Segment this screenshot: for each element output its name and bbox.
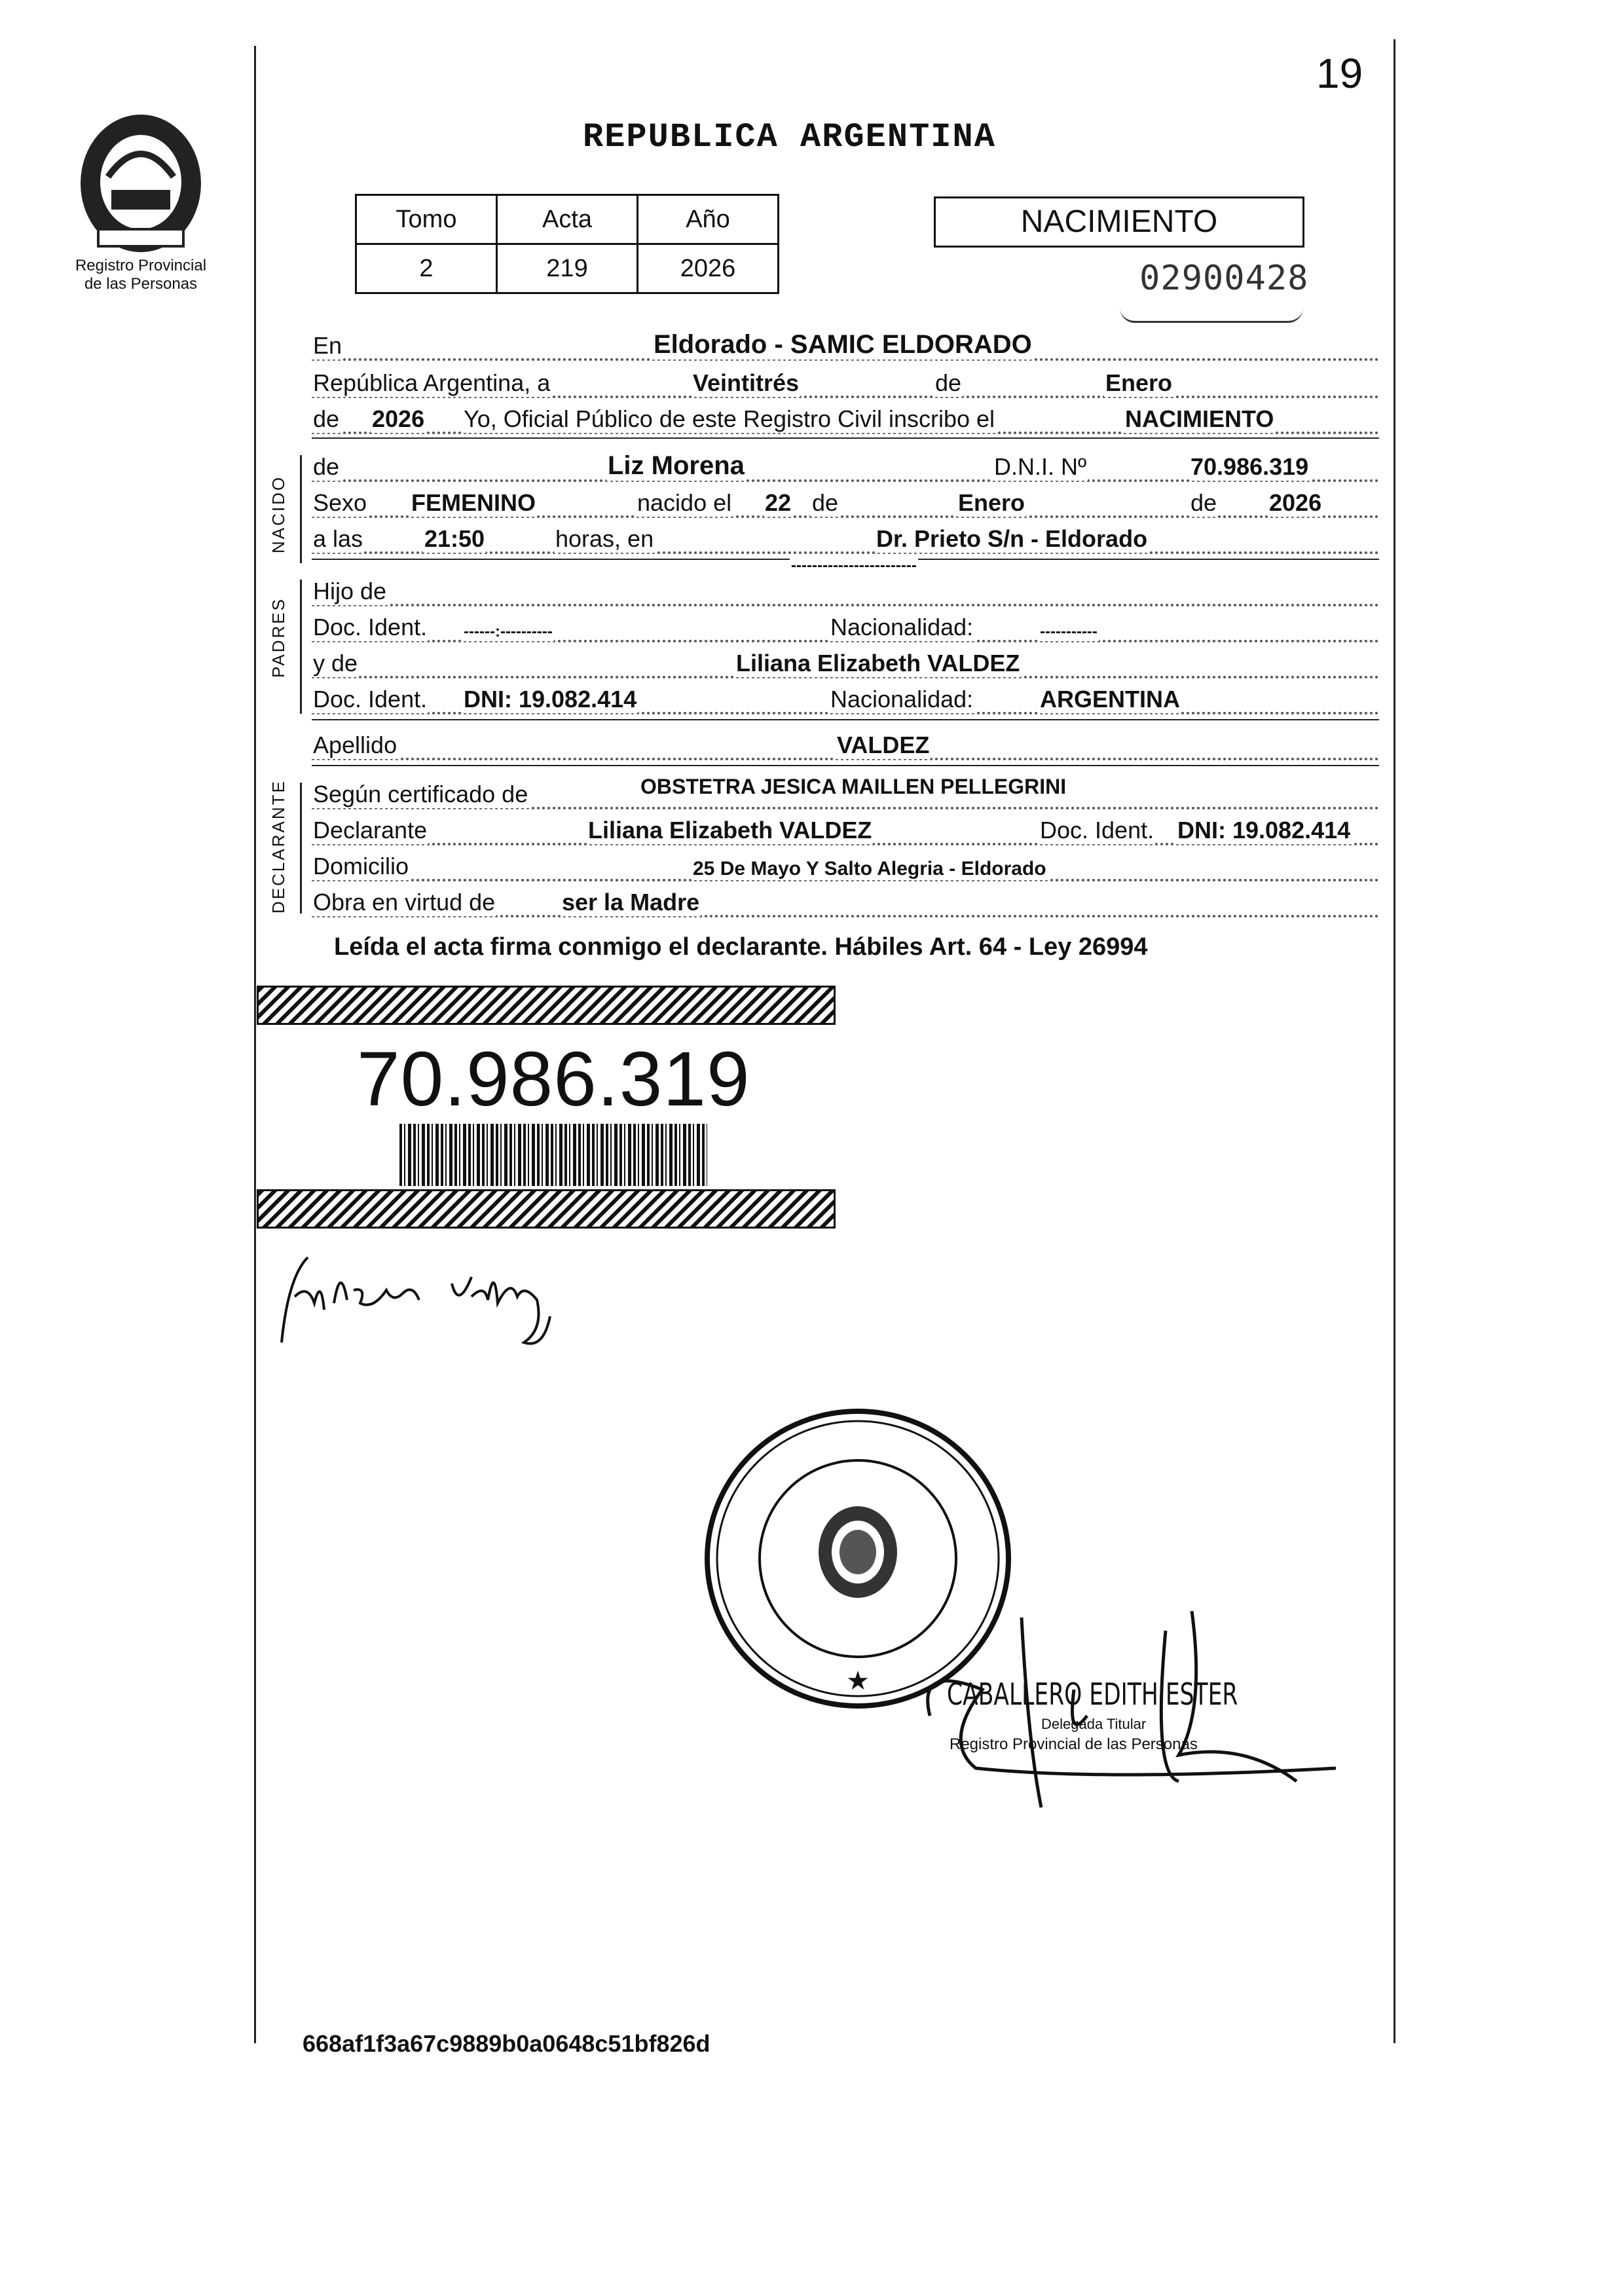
- page-number: 19: [1316, 50, 1363, 97]
- nac-anio: 2026: [1269, 489, 1322, 516]
- mes-value: Enero: [1105, 369, 1173, 396]
- nacionalidad-label-1: Nacionalidad:: [830, 614, 974, 640]
- domicilio-label: Domicilio: [313, 853, 409, 880]
- hora-value: 21:50: [424, 525, 485, 552]
- padre-doc-value: ------:----------: [464, 623, 553, 640]
- barcode: [399, 1124, 707, 1186]
- padre-nac-value: -----------: [1040, 623, 1098, 640]
- right-margin-line: [1393, 39, 1395, 2043]
- security-strip-top: [257, 986, 836, 1025]
- yo-text: Yo, Oficial Público de este Registro Civil inscribo el: [464, 405, 995, 432]
- y-de-label: y de: [313, 650, 358, 676]
- domicilio-value: 25 De Mayo Y Salto Alegria - Eldorado: [693, 858, 1046, 880]
- de-label-5: de: [1190, 489, 1217, 516]
- tomo-header: Tomo: [356, 195, 497, 244]
- dni-big-number: 70.986.319: [357, 1036, 750, 1122]
- anio-header: Año: [638, 195, 779, 244]
- logo-caption-line-1: Registro Provincial: [75, 257, 207, 274]
- province-logo: [72, 105, 210, 255]
- document-hash: 668af1f3a67c9889b0a0648c51bf826d: [303, 2030, 710, 2057]
- nac-dia: 22: [765, 489, 792, 516]
- decl-doc-label: Doc. Ident.: [1040, 817, 1154, 843]
- horas-en-label: horas, en: [555, 525, 654, 552]
- anio-value-text: 2026: [372, 405, 425, 432]
- logo-caption-line-2: de las Personas: [84, 275, 198, 293]
- hijo-de-label: Hijo de: [313, 578, 387, 604]
- padres-bracket: [300, 580, 302, 714]
- tomo-value: 2: [356, 244, 497, 293]
- tomo-acta-table: [355, 194, 779, 294]
- madre-value: Liliana Elizabeth VALDEZ: [736, 650, 1020, 676]
- row-domicilio: [312, 851, 1379, 885]
- a-las-label: a las: [313, 525, 363, 552]
- row-anio: [312, 404, 1379, 438]
- divider-1: [312, 437, 1379, 439]
- official-name: CABALLERO EDITH ESTER: [947, 1676, 1238, 1712]
- side-label-declarante: DECLARANTE: [268, 779, 288, 914]
- declarante-signature: [262, 1238, 589, 1359]
- de-label-2: de: [313, 405, 340, 432]
- de-label-1: de: [935, 369, 962, 396]
- declarante-label: Declarante: [313, 817, 428, 843]
- row-hora: [312, 524, 1379, 558]
- serial-number: 02900428: [1139, 259, 1309, 298]
- svg-text:★: ★: [846, 1667, 870, 1695]
- row-padre-doc: [312, 612, 1379, 646]
- madre-doc-value: DNI: 19.082.414: [464, 686, 637, 713]
- en-value: Eldorado - SAMIC ELDORADO: [654, 330, 1032, 359]
- nacido-el-label: nacido el: [637, 489, 732, 516]
- serial-underline: [1120, 308, 1303, 323]
- obra-label: Obra en virtud de: [313, 889, 496, 916]
- madre-nac-value: ARGENTINA: [1040, 686, 1180, 713]
- sexo-value: FEMENINO: [411, 489, 536, 516]
- dia-value: Veintitrés: [693, 369, 800, 396]
- segun-label: Según certificado de: [313, 781, 528, 807]
- doc-ident-label-2: Doc. Ident.: [313, 686, 428, 713]
- doc-ident-label-1: Doc. Ident.: [313, 614, 428, 640]
- side-label-padres: PADRES: [268, 597, 288, 678]
- left-margin-line: [254, 46, 256, 2043]
- segun-value: OBSTETRA JESICA MAILLEN PELLEGRINI: [640, 775, 1067, 798]
- republica-label: República Argentina, a: [313, 369, 551, 396]
- en-label: En: [313, 332, 342, 359]
- divider-4: [312, 765, 1379, 766]
- official-role: Delegada Titular: [1041, 1716, 1147, 1732]
- row-republica: [312, 368, 1379, 402]
- de-label-4: de: [812, 489, 839, 516]
- doc-type-box: NACIMIENTO: [934, 196, 1304, 248]
- logo-caption: [46, 257, 236, 293]
- anio-value: 2026: [638, 244, 779, 293]
- dni-label: D.N.I. Nº: [994, 453, 1087, 480]
- acta-header: Acta: [497, 195, 638, 244]
- decl-doc-value: DNI: 19.082.414: [1177, 817, 1351, 843]
- nacionalidad-label-2: Nacionalidad:: [830, 686, 974, 713]
- lugar-value: Dr. Prieto S/n - Eldorado: [876, 525, 1148, 552]
- acta-value: 219: [497, 244, 638, 293]
- row-en: [312, 331, 1379, 365]
- row-nombre: [312, 452, 1379, 486]
- row-madre: [312, 648, 1379, 682]
- sexo-label: Sexo: [313, 489, 367, 516]
- row-apellido: [312, 730, 1379, 764]
- apellido-label: Apellido: [313, 731, 397, 758]
- row-madre-doc: [312, 684, 1379, 718]
- declarante-bracket: [300, 783, 302, 914]
- apellido-value: VALDEZ: [837, 731, 930, 758]
- row-hijo-de: [312, 557, 1379, 610]
- document-title: REPUBLICA ARGENTINA: [583, 118, 996, 157]
- side-label-nacido: NACIDO: [268, 475, 288, 553]
- row-obra: [312, 887, 1379, 921]
- security-strip-bottom: [257, 1189, 836, 1229]
- row-declarante: [312, 815, 1379, 849]
- row-sexo: [312, 488, 1379, 522]
- leida-text: Leída el acta firma conmigo el declarante. Hábiles Art. 64 - Ley 26994: [334, 933, 1148, 961]
- row-segun: [312, 775, 1379, 813]
- dni-value: 70.986.319: [1190, 453, 1309, 480]
- padre-value: ------------------------: [791, 557, 917, 574]
- nacido-bracket: [300, 455, 302, 563]
- official-org: Registro Provincial de las Personas: [950, 1735, 1198, 1753]
- inscribo-value: NACIMIENTO: [1125, 405, 1274, 432]
- de-label-3: de: [313, 453, 340, 480]
- nac-mes: Enero: [958, 489, 1025, 516]
- nombre-value: Liz Morena: [608, 451, 745, 480]
- divider-3: [312, 719, 1379, 720]
- obra-value: ser la Madre: [562, 889, 700, 916]
- declarante-value: Liliana Elizabeth VALDEZ: [588, 817, 872, 843]
